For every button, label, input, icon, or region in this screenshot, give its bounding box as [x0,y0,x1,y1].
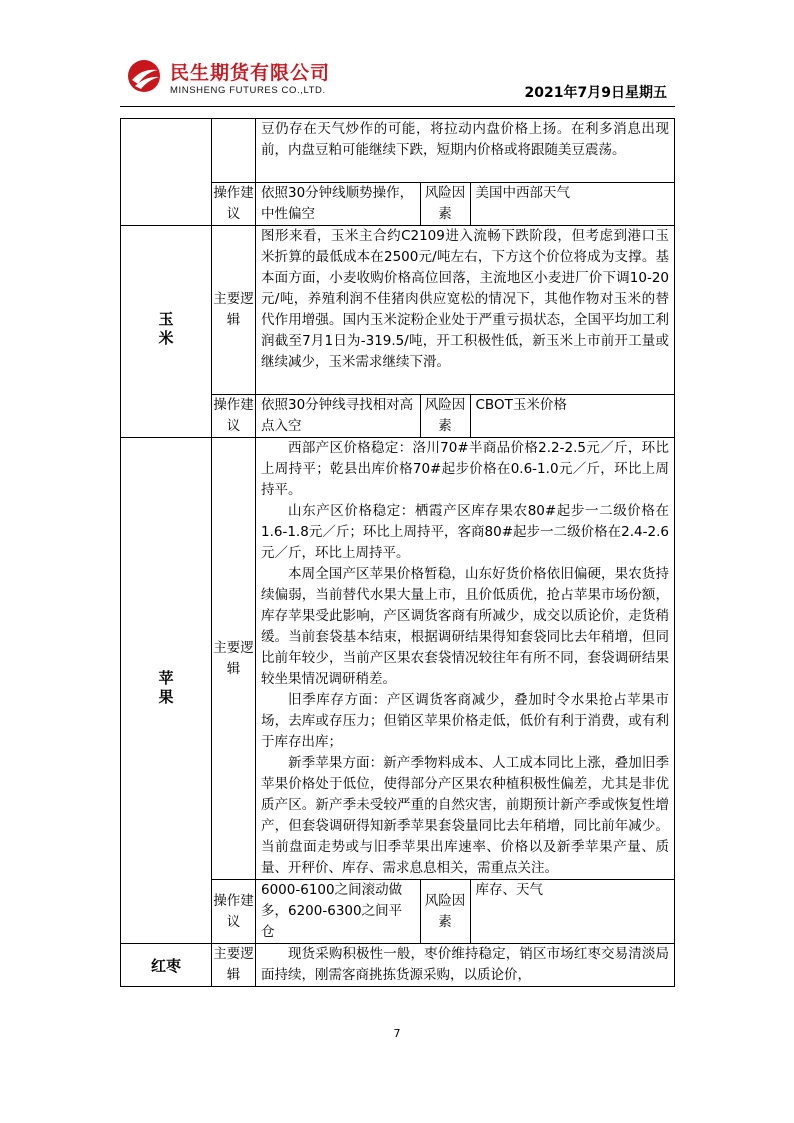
soy-risk-text: 美国中西部天气 [475,185,570,201]
apple-logic-row [121,438,675,880]
soy-advice-text: 依照30分钟线顺势操作，中性偏空 [256,183,420,225]
soy-name-cell [121,119,212,226]
corn-risk-label: 风险因素 [420,395,470,437]
jujube-logic-text [256,944,675,987]
jujube-name-cell [121,944,212,987]
apple-name-cell [121,438,212,944]
company-name-cn: 民生期货有限公司 [170,62,331,84]
corn-logic-text: 图形来看，玉米主合约C2109进入流畅下跌阶段，但考虑到港口玉米折算的最低成本在2500元/吨左右，下方这个价位将成为支撑。基本面方面，小麦收购价格高位回落，主流地区小麦进厂价下调10-20元/吨，养殖利润不佳猪肉供应宽松的情况下，其他作物对玉米的替代作用增强。国内玉米淀粉企业处于严重亏损状态，全国平均加工利润截至7月1日为-319.5/吨，开工积极性低，新玉米上市前开工量或继续减少，玉米需求继续下滑。 [256,226,675,395]
apple-advice-cell [256,880,675,944]
jujube-paragraph: 现货采购积极性一般，枣价维持稳定，销区市场红枣交易清淡局面持续，刚需客商挑拣货源采购，以质论价， [261,946,669,983]
soy-advice-cell [256,183,675,226]
corn-name-cell [121,226,212,438]
soy-logic-label-cell [212,119,256,183]
corn-risk-text: CBOT玉米价格 [475,397,567,413]
page-header [120,52,675,104]
header-divider [120,106,675,107]
page-number: 7 [393,1027,401,1040]
corn-name: 玉米 [156,310,175,349]
soy-logic-row [121,119,675,183]
soy-advice-label: 操作建议 [212,183,256,226]
apple-advice-text: 6000-6100之间滚动做多，6200-6300之间平仓 [256,880,420,943]
apple-advice-label: 操作建议 [212,880,256,944]
apple-logic-label: 主要逻辑 [212,438,256,880]
apple-paragraph: 山东产区价格稳定：栖霞产区库存果农80#起步一二级价格在1.6-1.8元／斤；环比上周持平，客商80#起步一二级价格在2.4-2.6元／斤，环比上周持平。 [261,503,669,561]
apple-risk-label: 风险因素 [420,880,470,943]
corn-advice-inner [256,395,674,437]
minsheng-logo-icon [126,58,162,94]
soy-logic-text: 豆仍存在天气炒作的可能，将拉动内盘价格上扬。在利多消息出现前，内盘豆粕可能继续下跌，短期内价格或将跟随美豆震荡。 [256,119,675,183]
jujube-logic-row [121,944,675,987]
commodity-analysis-table [120,118,675,987]
soy-advice-inner [256,183,674,225]
soy-risk-label: 风险因素 [420,183,470,225]
jujube-logic-label: 主要逻辑 [212,944,256,987]
company-name-en: MINSHENG FUTURES CO.,LTD. [170,85,326,96]
apple-paragraph: 旧季库存方面：产区调货客商减少，叠加时令水果抢占苹果市场，去库或存压力；但销区苹果价格走低，低价有利于消费，或有利于库存出库； [261,692,669,750]
apple-paragraph: 新季苹果方面：新产季物料成本、人工成本同比上涨，叠加旧季苹果价格处于低位，使得部分产区果农种植积极性偏差，尤其是非优质产区。新产季未受较严重的自然灾害，前期预计新产季或恢复性增产，但套袋调研得知新季苹果套袋量同比去年稍增，同比前年减少。当前盘面走势或与旧季苹果出库速率、价格以及新季苹果产量、质量、开秤价、库存、需求息息相关，需重点关注。 [261,755,669,876]
jujube-name: 红枣 [150,956,181,975]
corn-advice-cell [256,395,675,438]
apple-logic-text [256,438,675,880]
apple-name: 苹果 [156,669,175,708]
corn-logic-row [121,226,675,395]
apple-paragraph: 西部产区价格稳定：洛川70#半商品价格2.2-2.5元／斤，环比上周持平；乾县出库价格70#起步价格在0.6-1.0元／斤，环比上周持平。 [261,440,669,498]
apple-advice-inner [256,880,674,943]
corn-advice-label: 操作建议 [212,395,256,438]
apple-risk-text: 库存、天气 [475,882,543,898]
corn-advice-text: 依照30分钟线寻找相对高点入空 [256,395,420,437]
apple-paragraph: 本周全国产区苹果价格暂稳，山东好货价格依旧偏硬，果农货持续偏弱，当前替代水果大量上市，且价低质优，抢占苹果市场份额，库存苹果受此影响，产区调货客商有所减少，成交以质论价，走货稍缓。当前套袋基本结束，根据调研结果得知套袋同比去年稍增，但同比前年较少，当前产区果农套袋情况较往年有所不同，套袋调研结果较坐果情况调研稍差。 [261,566,669,687]
corn-logic-label: 主要逻辑 [212,226,256,395]
report-date: 2021年7月9日星期五 [524,85,667,101]
